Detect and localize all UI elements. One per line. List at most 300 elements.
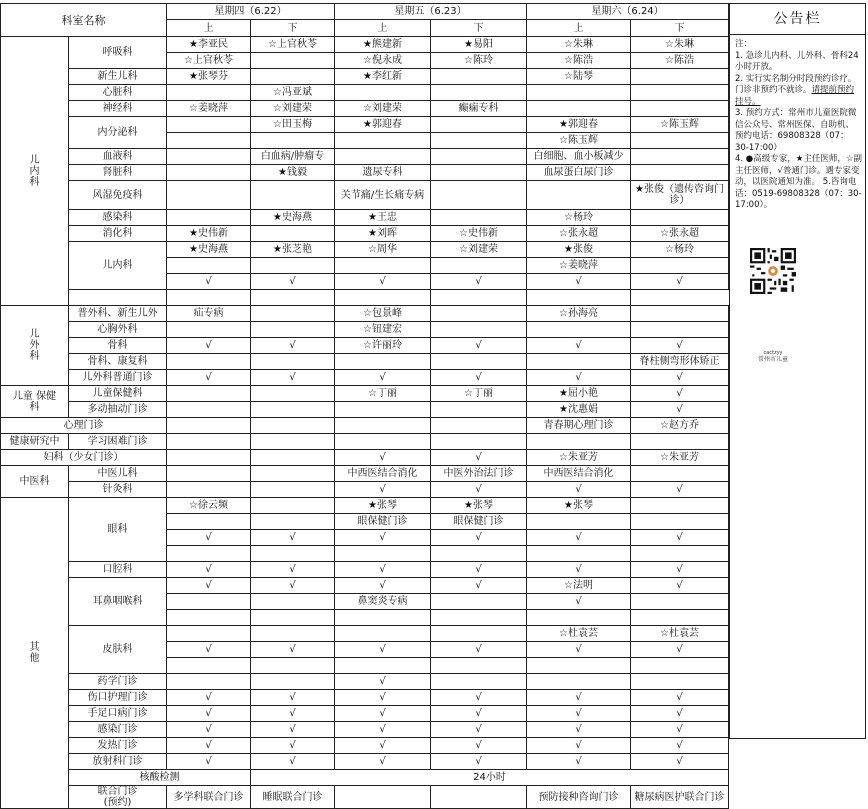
schedule-cell: [631, 69, 729, 85]
table-row: [1, 418, 729, 434]
schedule-cell: ★熊建新: [335, 37, 431, 53]
schedule-cell: ★李红新: [335, 69, 431, 85]
schedule-cell: ☆史伟新: [431, 226, 527, 242]
schedule-cell: ★张芝艳: [251, 242, 335, 258]
schedule-cell: [527, 354, 631, 370]
table-row: [1, 226, 729, 242]
schedule-cell: √: [167, 338, 251, 354]
schedule-cell: ☆朱琳: [631, 37, 729, 53]
schedule-cell: ★屈小艳: [527, 386, 631, 402]
schedule-cell: √: [251, 578, 335, 594]
schedule-cell: ☆陈浩: [527, 53, 631, 69]
schedule-cell: [251, 226, 335, 242]
schedule-cell: [631, 514, 729, 530]
schedule-cell: [167, 626, 251, 642]
schedule-cell: [631, 546, 729, 562]
schedule-cell: ☆张永超: [527, 226, 631, 242]
schedule-cell: ☆倪永成: [335, 53, 431, 69]
schedule-cell: [251, 181, 335, 210]
schedule-cell: [251, 258, 335, 274]
dept-name-cell: 放射科门诊: [69, 754, 167, 770]
schedule-cell: 癫痫专科: [431, 101, 527, 117]
schedule-cell: ☆朱亚芳: [527, 450, 631, 466]
schedule-cell: [527, 546, 631, 562]
schedule-cell: √: [431, 578, 527, 594]
schedule-cell: √: [335, 738, 431, 754]
schedule-cell: √: [431, 738, 527, 754]
dept-name-cell: 骨科、康复科: [69, 354, 167, 370]
schedule-cell: [431, 594, 527, 610]
schedule-cell: 眼保健门诊: [431, 514, 527, 530]
schedule-cell: [431, 165, 527, 181]
dept-name-cell: 骨科: [69, 338, 167, 354]
schedule-cell: [431, 322, 527, 338]
dept-name-cell: 神经科: [69, 101, 167, 117]
qr-caption-small: cactzyy: [763, 350, 783, 356]
schedule-cell: ☆徐云频: [167, 498, 251, 514]
schedule-cell: [167, 594, 251, 610]
schedule-cell: [167, 290, 251, 306]
schedule-cell: √: [527, 338, 631, 354]
schedule-cell: √: [335, 482, 431, 498]
schedule-cell: √: [335, 722, 431, 738]
dept-name-cell: 妇科（少女门诊）: [1, 450, 167, 466]
schedule-cell: [431, 133, 527, 149]
schedule-cell: [335, 626, 431, 642]
schedule-cell: [631, 674, 729, 690]
schedule-cell: ★钱毅: [251, 165, 335, 181]
dept-name-cell: 药学门诊: [69, 674, 167, 690]
schedule-cell: [167, 466, 251, 482]
schedule-cell: [167, 546, 251, 562]
schedule-cell: ☆姜晓萍: [527, 258, 631, 274]
schedule-cell: [631, 210, 729, 226]
schedule-cell: ☆赵方乔: [631, 418, 729, 434]
table-row: [1, 722, 729, 738]
dept-name-header: 科室名称: [1, 4, 167, 37]
schedule-cell: 中西医结合消化: [335, 466, 431, 482]
schedule-cell: [167, 322, 251, 338]
schedule-cell: √: [431, 530, 527, 546]
table-row: [1, 450, 729, 466]
schedule-cell: √: [251, 338, 335, 354]
schedule-cell: [251, 658, 335, 674]
pm-header: 下: [251, 20, 335, 37]
notice-line: 注：: [735, 39, 753, 49]
schedule-cell: √: [431, 562, 527, 578]
schedule-cell: [631, 133, 729, 149]
schedule-cell: ☆冯亚斌: [251, 85, 335, 101]
schedule-cell: √: [527, 754, 631, 770]
schedule-cell: ★史海燕: [251, 210, 335, 226]
schedule-cell: 预防接种咨询门诊: [527, 786, 631, 809]
table-row: [1, 674, 729, 690]
am-header: 上: [527, 20, 631, 37]
schedule-cell: 眼保健门诊: [335, 514, 431, 530]
schedule-cell: [335, 418, 431, 434]
dept-name-cell: 肾脏科: [69, 165, 167, 181]
schedule-cell: √: [251, 562, 335, 578]
schedule-cell: [167, 610, 251, 626]
schedule-cell: [431, 306, 527, 322]
schedule-cell: [251, 434, 335, 450]
schedule-cell: ★郭迎春: [527, 117, 631, 133]
schedule-cell: [431, 117, 527, 133]
schedule-cell: [335, 258, 431, 274]
table-row: [1, 466, 729, 482]
schedule-cell: [167, 514, 251, 530]
schedule-cell: 疝专病: [167, 306, 251, 322]
schedule-cell: [631, 258, 729, 274]
schedule-cell: √: [631, 754, 729, 770]
schedule-cell: √: [431, 706, 527, 722]
schedule-cell: ★李亚民: [167, 37, 251, 53]
schedule-cell: √: [527, 642, 631, 658]
schedule-cell: √: [251, 370, 335, 386]
dept-name-cell: 普外科、新生儿外: [69, 306, 167, 322]
schedule-cell: [431, 149, 527, 165]
schedule-cell: [167, 658, 251, 674]
schedule-cell: √: [167, 578, 251, 594]
schedule-cell: [251, 53, 335, 69]
schedule-cell: [527, 181, 631, 210]
schedule-cell: ☆张永超: [631, 226, 729, 242]
schedule-cell: √: [335, 674, 431, 690]
schedule-cell: ☆刘建荣: [335, 101, 431, 117]
schedule-cell: [167, 434, 251, 450]
table-row: [1, 770, 729, 786]
schedule-cell: ☆包景峰: [335, 306, 431, 322]
dept-name-cell: 儿外科普通门诊: [69, 370, 167, 386]
schedule-cell: [167, 482, 251, 498]
schedule-cell: [167, 210, 251, 226]
day-header: 星期四（6.22）: [167, 4, 335, 20]
schedule-cell: ☆陆琴: [527, 69, 631, 85]
dept-name-cell: 眼科: [69, 498, 167, 562]
dept-name-cell: 血液科: [69, 149, 167, 165]
schedule-cell: [631, 322, 729, 338]
schedule-cell: √: [527, 530, 631, 546]
schedule-cell: √: [251, 642, 335, 658]
schedule-cell: [631, 434, 729, 450]
dept-name-cell: 皮肤科: [69, 626, 167, 674]
dept-group-cell: 儿童 保健 科: [1, 386, 69, 418]
schedule-cell: √: [631, 482, 729, 498]
table-row: [1, 786, 729, 809]
schedule-cell: [251, 322, 335, 338]
schedule-cell: √: [431, 274, 527, 290]
schedule-cell: [335, 658, 431, 674]
schedule-cell: √: [527, 274, 631, 290]
schedule-cell: ☆许丽玲: [335, 338, 431, 354]
schedule-cell: ★易阳: [431, 37, 527, 53]
schedule-cell: √: [631, 722, 729, 738]
dept-name-cell: 呼吸科: [69, 37, 167, 69]
table-row: [1, 85, 729, 101]
dept-name-cell: 学习困难门诊: [69, 434, 167, 450]
schedule-table: [0, 3, 729, 809]
schedule-cell: [167, 674, 251, 690]
schedule-cell: √: [527, 690, 631, 706]
table-row: [1, 562, 729, 578]
table-row: [1, 578, 729, 594]
schedule-cell: √: [251, 722, 335, 738]
schedule-cell: √: [167, 530, 251, 546]
day-header: 星期五（6.23）: [335, 4, 527, 20]
table-row: [1, 306, 729, 322]
schedule-cell: √: [167, 274, 251, 290]
schedule-cell: √: [631, 274, 729, 290]
dept-name-cell: 多学科联合门诊: [167, 786, 251, 809]
schedule-cell: √: [167, 722, 251, 738]
table-row: [1, 149, 729, 165]
schedule-cell: √: [251, 754, 335, 770]
schedule-cell: [335, 85, 431, 101]
table-row: [1, 37, 729, 53]
schedule-cell: [251, 418, 335, 434]
schedule-cell: √: [167, 562, 251, 578]
schedule-cell: 脊柱侧弯形体矫正: [631, 354, 729, 370]
schedule-cell: [431, 85, 527, 101]
schedule-cell: √: [335, 754, 431, 770]
schedule-cell: [431, 674, 527, 690]
dept-name-cell: 心胸外科: [69, 322, 167, 338]
schedule-cell: [335, 434, 431, 450]
schedule-cell: √: [335, 530, 431, 546]
header-row: [1, 4, 729, 20]
schedule-cell: √: [431, 722, 527, 738]
schedule-cell: [431, 610, 527, 626]
schedule-cell: [527, 322, 631, 338]
dept-name-cell: 伤口护理门诊: [69, 690, 167, 706]
schedule-cell: [167, 354, 251, 370]
dept-name-cell: 风湿免疫科: [69, 181, 167, 210]
schedule-cell: 24小时: [251, 770, 729, 786]
schedule-cell: ☆杨玲: [631, 242, 729, 258]
schedule-cell: [167, 402, 251, 418]
schedule-cell: [251, 450, 335, 466]
schedule-cell: ★张琴: [431, 498, 527, 514]
schedule-cell: [631, 149, 729, 165]
schedule-cell: ☆姜晓萍: [167, 101, 251, 117]
schedule-cell: ★张琴: [335, 498, 431, 514]
schedule-cell: √: [251, 738, 335, 754]
table-row: [1, 626, 729, 642]
schedule-cell: √: [431, 450, 527, 466]
schedule-cell: ★张俊: [527, 242, 631, 258]
schedule-cell: [335, 786, 431, 809]
schedule-cell: √: [167, 706, 251, 722]
schedule-cell: [251, 402, 335, 418]
schedule-cell: ☆陈玉辉: [631, 117, 729, 133]
schedule-cell: ☆上官秋苓: [251, 37, 335, 53]
schedule-cell: [431, 786, 527, 809]
schedule-cell: [251, 482, 335, 498]
dept-name-cell: 儿童保健科: [69, 386, 167, 402]
schedule-cell: [167, 85, 251, 101]
table-row: [1, 290, 729, 306]
dept-name-cell: 发热门诊: [69, 738, 167, 754]
schedule-cell: [631, 85, 729, 101]
schedule-cell: √: [431, 642, 527, 658]
table-row: [1, 754, 729, 770]
schedule-cell: √: [335, 370, 431, 386]
schedule-cell: ☆杜袁芸: [527, 626, 631, 642]
schedule-cell: ☆田玉梅: [251, 117, 335, 133]
schedule-cell: ★张琴芬: [167, 69, 251, 85]
table-row: [1, 370, 729, 386]
schedule-cell: [527, 434, 631, 450]
table-row: [1, 117, 729, 133]
schedule-cell: √: [527, 594, 631, 610]
schedule-cell: [69, 290, 167, 306]
schedule-cell: [335, 546, 431, 562]
schedule-cell: [431, 402, 527, 418]
schedule-cell: √: [631, 338, 729, 354]
schedule-cell: √: [335, 562, 431, 578]
schedule-cell: √: [631, 530, 729, 546]
schedule-cell: [167, 386, 251, 402]
qr-caption: 常州市儿童: [757, 356, 788, 363]
schedule-cell: ★王忠: [335, 210, 431, 226]
dept-name-cell: 新生儿科: [69, 69, 167, 85]
table-row: [1, 482, 729, 498]
schedule-cell: 青春期心理门诊: [527, 418, 631, 434]
schedule-cell: ☆刘建荣: [431, 242, 527, 258]
schedule-cell: ☆陈玉辉: [527, 133, 631, 149]
schedule-cell: √: [335, 274, 431, 290]
schedule-cell: √: [631, 386, 729, 402]
dept-name-cell: 消化科: [69, 226, 167, 242]
schedule-cell: ★沈惠娟: [527, 402, 631, 418]
schedule-cell: 中西医结合消化: [527, 466, 631, 482]
schedule-cell: √: [527, 738, 631, 754]
schedule-cell: √: [631, 402, 729, 418]
am-header: 上: [335, 20, 431, 37]
schedule-cell: [167, 117, 251, 133]
schedule-cell: 白血病/肿瘤专: [251, 149, 335, 165]
schedule-cell: √: [335, 578, 431, 594]
schedule-cell: [335, 402, 431, 418]
schedule-cell: [527, 610, 631, 626]
dept-group-cell: 儿 内 科: [1, 37, 69, 306]
schedule-cell: ☆杨玲: [527, 210, 631, 226]
schedule-cell: √: [167, 370, 251, 386]
schedule-cell: [251, 594, 335, 610]
schedule-cell: ☆杜袁芸: [631, 626, 729, 642]
schedule-cell: ☆丁丽: [431, 386, 527, 402]
schedule-cell: ☆陈玲: [431, 53, 527, 69]
schedule-cell: √: [631, 706, 729, 722]
schedule-cell: [335, 354, 431, 370]
schedule-cell: [631, 101, 729, 117]
schedule-cell: [527, 658, 631, 674]
schedule-cell: [167, 149, 251, 165]
table-row: [1, 738, 729, 754]
schedule-cell: [527, 514, 631, 530]
notice-board: [729, 3, 866, 739]
dept-name-cell: 内分泌科: [69, 117, 167, 149]
table-row: [1, 242, 729, 258]
table-row: [1, 690, 729, 706]
schedule-cell: [335, 610, 431, 626]
dept-name-cell: 针灸科: [69, 482, 167, 498]
schedule-cell: √: [431, 690, 527, 706]
dept-name-cell: 中医儿科: [69, 466, 167, 482]
schedule-cell: √: [431, 482, 527, 498]
schedule-cell: √: [431, 754, 527, 770]
schedule-cell: 鼻窦炎专病: [335, 594, 431, 610]
schedule-cell: √: [251, 274, 335, 290]
dept-name-cell: 心理门诊: [1, 418, 167, 434]
table-row: [1, 210, 729, 226]
table-row: [1, 181, 729, 210]
table-row: [1, 338, 729, 354]
notice-line: 2. 实行实名制分时段预约诊疗。门诊非预约不就诊。: [735, 73, 857, 95]
schedule-cell: [631, 610, 729, 626]
schedule-cell: 关节痛/生长痛专病: [335, 181, 431, 210]
notice-title: 公告栏: [730, 4, 865, 35]
schedule-cell: 白细胞、血小板减少: [527, 149, 631, 165]
schedule-cell: [431, 258, 527, 274]
table-row: [1, 165, 729, 181]
table-row: [1, 69, 729, 85]
schedule-cell: √: [631, 370, 729, 386]
schedule-cell: [251, 498, 335, 514]
schedule-cell: [431, 181, 527, 210]
am-header: 上: [167, 20, 251, 37]
schedule-cell: [167, 450, 251, 466]
table-row: [1, 354, 729, 370]
schedule-cell: [251, 133, 335, 149]
schedule-cell: [431, 658, 527, 674]
schedule-cell: [431, 434, 527, 450]
schedule-cell: ★史海燕: [167, 242, 251, 258]
dept-name-cell: 感染门诊: [69, 722, 167, 738]
qr-code-icon[interactable]: [750, 248, 796, 294]
schedule-cell: [251, 546, 335, 562]
table-row: [1, 434, 729, 450]
schedule-cell: [631, 165, 729, 181]
schedule-cell: [527, 290, 631, 306]
schedule-cell: [167, 258, 251, 274]
schedule-cell: [167, 418, 251, 434]
schedule-cell: ☆朱亚芳: [631, 450, 729, 466]
schedule-cell: ★张俊（遗传咨询门诊）: [631, 181, 729, 210]
schedule-cell: [631, 594, 729, 610]
schedule-cell: [167, 181, 251, 210]
schedule-cell: √: [167, 642, 251, 658]
schedule-cell: [631, 498, 729, 514]
table-row: [1, 498, 729, 514]
schedule-cell: √: [527, 722, 631, 738]
schedule-cell: ☆陈浩: [631, 53, 729, 69]
table-row: [1, 402, 729, 418]
schedule-cell: [251, 514, 335, 530]
table-row: [1, 706, 729, 722]
table-row: [1, 322, 729, 338]
schedule-cell: √: [335, 642, 431, 658]
schedule-cell: ★郭迎春: [335, 117, 431, 133]
schedule-cell: [527, 674, 631, 690]
schedule-cell: [431, 546, 527, 562]
schedule-cell: [251, 290, 335, 306]
schedule-cell: √: [251, 706, 335, 722]
schedule-cell: [251, 306, 335, 322]
schedule-cell: ★刘晖: [335, 226, 431, 242]
schedule-cell: √: [335, 706, 431, 722]
table-row: [1, 386, 729, 402]
